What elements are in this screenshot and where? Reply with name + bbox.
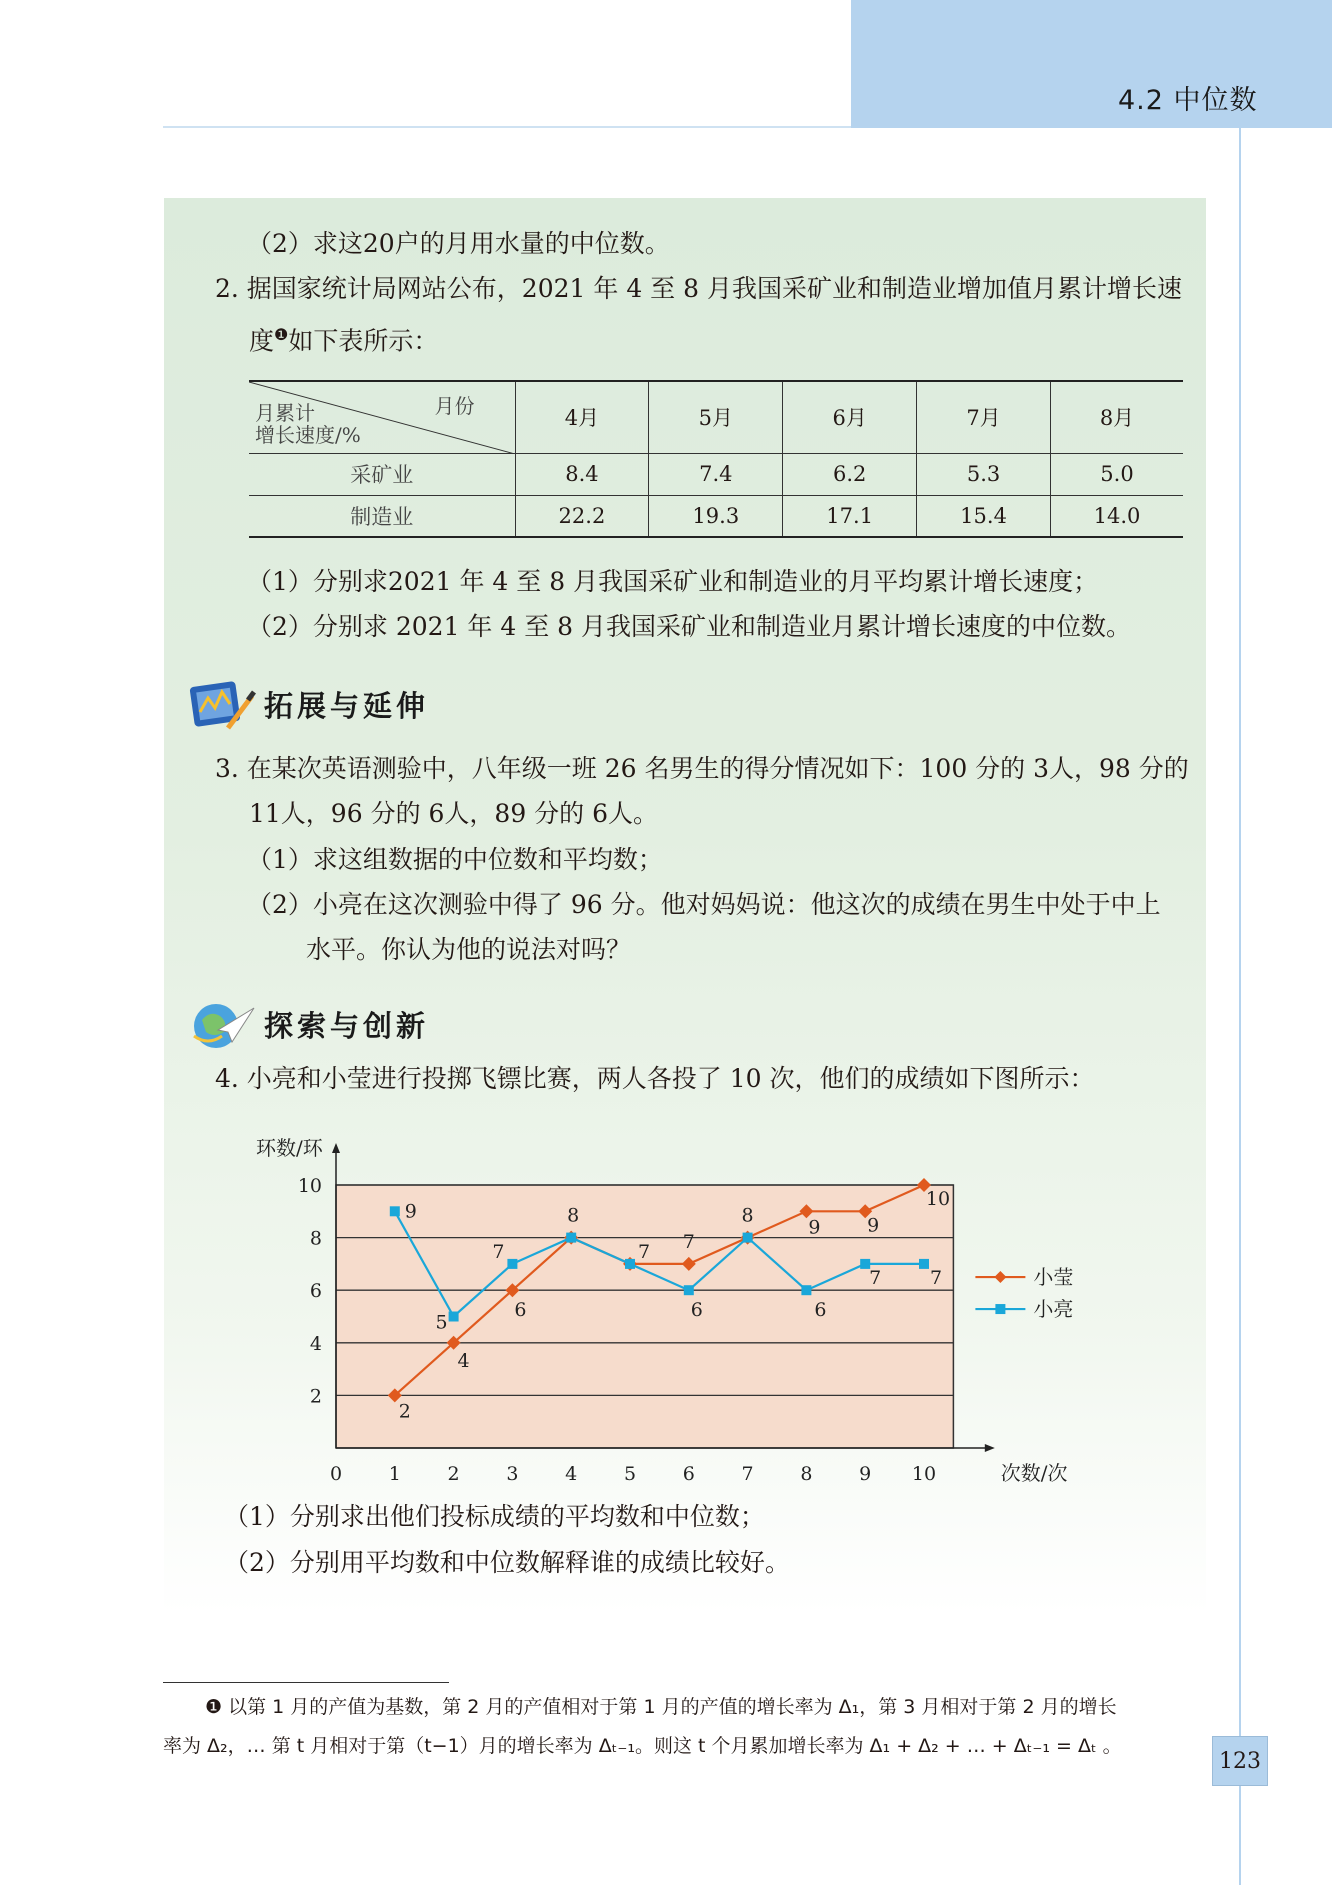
p4-q1: （1）分别求出他们投标成绩的平均数和中位数；	[224, 1502, 765, 1531]
footnote-line2: 率为 Δ₂，… 第 t 月相对于第（t−1）月的增长率为 Δₜ₋₁。则这 t 个月累加增长率为 Δ₁ + Δ₂ + … + Δₜ₋₁ = Δₜ 。	[163, 1735, 1122, 1757]
data-label: 8	[741, 1204, 754, 1227]
month-header: 4月	[515, 381, 649, 453]
data-label: 9	[404, 1200, 417, 1223]
extend-section-icon	[188, 678, 258, 736]
data-point	[566, 1233, 576, 1243]
data-label: 8	[567, 1204, 580, 1227]
x-axis-arrow	[985, 1444, 995, 1452]
table-cell: 22.2	[515, 495, 649, 537]
header-row-label-b: 增长速度/%	[255, 423, 361, 447]
y-axis-arrow	[332, 1143, 340, 1153]
y-tick-label: 6	[309, 1280, 322, 1303]
data-point	[919, 1259, 929, 1269]
data-label: 7	[869, 1266, 882, 1289]
x-tick-label: 8	[800, 1463, 813, 1485]
x-tick-label: 3	[506, 1463, 519, 1485]
data-label: 7	[682, 1230, 695, 1253]
header-month: 月份	[434, 394, 475, 418]
data-label: 7	[929, 1266, 943, 1289]
data-label: 4	[457, 1349, 470, 1372]
y-tick-label: 8	[309, 1227, 322, 1250]
table-cell: 5.3	[917, 453, 1051, 495]
x-tick-label: 10	[911, 1463, 937, 1485]
header-rule	[163, 126, 851, 128]
p3-q1: （1）求这组数据的中位数和平均数；	[247, 845, 663, 874]
data-label: 9	[867, 1214, 880, 1237]
p2-line2-end: 如下表所示：	[288, 326, 439, 356]
p3-line1: 3. 在某次英语测验中，八年级一班 26 名男生的得分情况如下：100 分的 3人，98 分的	[215, 754, 1189, 783]
table-row	[249, 453, 1183, 495]
x-axis-label: 次数/次	[1000, 1461, 1068, 1485]
month-header: 6月	[783, 381, 917, 453]
footnote-marker: ❶	[274, 325, 289, 344]
x-tick-label: 5	[623, 1463, 637, 1485]
table-header-row	[249, 381, 1183, 453]
p3-q2-line1: （2）小亮在这次测验中得了 96 分。他对妈妈说：他这次的成绩在男生中处于中上	[247, 890, 1161, 919]
growth-table	[249, 380, 1183, 538]
y-tick-label: 2	[309, 1385, 322, 1408]
row-label: 制造业	[249, 495, 515, 537]
p4-line1: 4. 小亮和小莹进行投掷飞镖比赛，两人各投了 10 次，他们的成绩如下图所示：	[215, 1064, 1095, 1093]
x-tick-label: 2	[447, 1463, 460, 1485]
x-tick-label: 9	[859, 1463, 872, 1485]
row-label: 采矿业	[249, 453, 515, 495]
y-tick-label: 10	[297, 1175, 322, 1197]
month-header: 8月	[1051, 381, 1184, 453]
data-label: 10	[925, 1188, 951, 1210]
p2-line1: 2. 据国家统计局网站公布，2021 年 4 至 8 月我国采矿业和制造业增加值月累计增长速	[215, 274, 1182, 303]
table-corner-cell	[249, 381, 515, 453]
plot-area	[336, 1185, 953, 1448]
side-rule	[1239, 128, 1241, 1885]
data-point	[390, 1206, 400, 1216]
data-label: 6	[514, 1299, 527, 1322]
data-point	[684, 1285, 694, 1295]
data-point	[507, 1259, 517, 1269]
x-tick-label: 0	[329, 1463, 343, 1485]
footnote-line1: ❶ 以第 1 月的产值为基数，第 2 月的产值相对于第 1 月的产值的增长率为 Δ₁，第 3 月相对于第 2 月的增长	[205, 1696, 1117, 1718]
table-cell: 19.3	[649, 495, 783, 537]
explore-section-title: 探索与创新	[264, 1009, 430, 1043]
data-point	[625, 1259, 635, 1269]
table-row	[249, 495, 1183, 537]
legend-marker	[994, 1271, 1006, 1283]
extend-section-title: 拓展与延伸	[264, 689, 430, 723]
month-header: 7月	[917, 381, 1051, 453]
p3-q2-line2: 水平。你认为他的说法对吗？	[306, 935, 632, 964]
p2-line2-start: 度	[249, 326, 275, 356]
p2-q2: （2）分别求 2021 年 4 至 8 月我国采矿业和制造业月累计增长速度的中位数。	[247, 612, 1132, 641]
table-cell: 15.4	[917, 495, 1051, 537]
header-band	[851, 0, 1332, 128]
header-row-label-a: 月累计	[255, 401, 315, 425]
p1-part2: （2）求这20户的月用水量的中位数。	[247, 229, 670, 258]
x-tick-label: 4	[565, 1463, 578, 1485]
legend	[975, 1265, 1073, 1321]
page-number: 123	[1212, 1736, 1268, 1786]
table-cell: 7.4	[649, 453, 783, 495]
table-cell: 5.0	[1051, 453, 1184, 495]
section-header: 4.2 中位数	[1118, 85, 1258, 116]
p2-q1: （1）分别求2021 年 4 至 8 月我国采矿业和制造业的月平均累计增长速度；	[247, 567, 1099, 596]
data-label: 6	[814, 1299, 827, 1322]
data-point	[743, 1233, 753, 1243]
darts-score-chart	[230, 1125, 1080, 1485]
x-tick-label: 1	[388, 1463, 401, 1485]
p4-q2: （2）分别用平均数和中位数解释谁的成绩比较好。	[224, 1548, 790, 1577]
data-label: 7	[492, 1240, 505, 1263]
y-tick-label: 4	[309, 1332, 322, 1355]
data-label: 2	[398, 1400, 411, 1423]
legend-marker	[995, 1304, 1005, 1314]
table-cell: 8.4	[515, 453, 649, 495]
y-axis-label: 环数/环	[256, 1136, 323, 1160]
data-point	[801, 1285, 811, 1295]
legend-label: 小莹	[1033, 1265, 1074, 1290]
x-tick-label: 7	[741, 1463, 754, 1485]
table-cell: 17.1	[783, 495, 917, 537]
data-label: 6	[690, 1299, 703, 1322]
table-cell: 6.2	[783, 453, 917, 495]
x-tick-label: 6	[682, 1463, 695, 1485]
data-label: 5	[435, 1311, 448, 1334]
legend-label: 小亮	[1033, 1297, 1074, 1322]
footnote-rule	[163, 1682, 449, 1683]
month-header: 5月	[649, 381, 783, 453]
p2-line2	[249, 320, 438, 356]
data-label: 7	[637, 1240, 651, 1263]
data-label: 9	[808, 1216, 821, 1239]
explore-section-icon	[188, 996, 258, 1054]
p3-line2: 11人，96 分的 6人，89 分的 6人。	[249, 799, 659, 828]
data-point	[449, 1312, 459, 1322]
table-cell: 14.0	[1051, 495, 1184, 537]
